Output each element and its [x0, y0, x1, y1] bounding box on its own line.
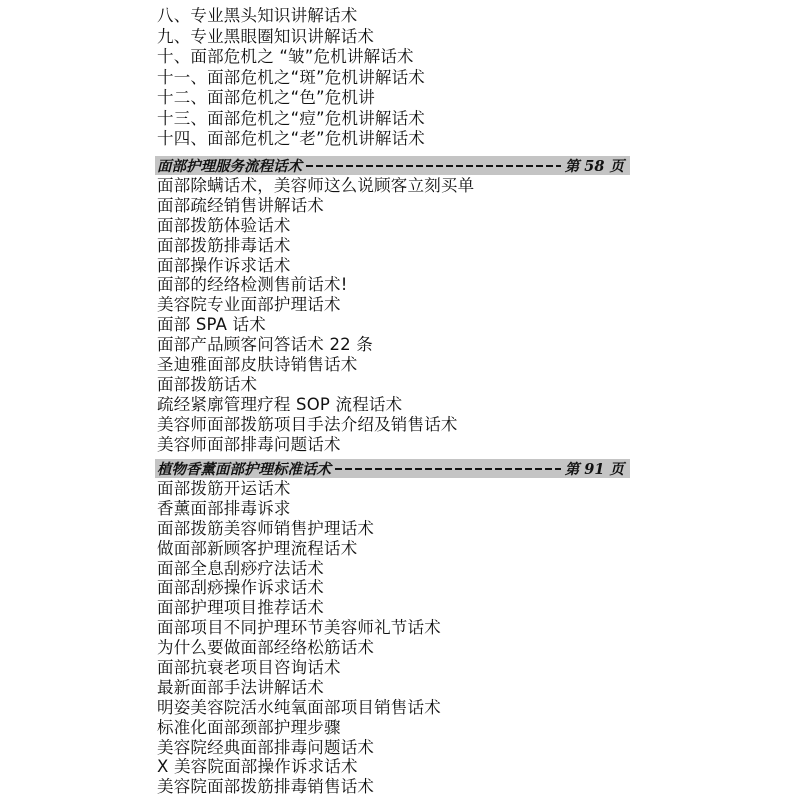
list-item: 面部疏经销售讲解话术	[157, 195, 324, 215]
sub-item: 十、面部危机之 “皱”危机讲解话术	[157, 47, 414, 66]
section-header	[155, 459, 630, 478]
list-item: 疏经紧廓管理疗程 SOP 流程话术	[157, 394, 403, 414]
section-title: 植物香薰面部护理标准话术	[157, 461, 331, 478]
section-facial-care-service	[155, 156, 630, 454]
section-item-list	[155, 175, 630, 454]
list-item: 面部操作诉求话术	[157, 255, 291, 275]
list-item: 香薰面部排毒诉求	[157, 498, 291, 518]
sub-item: 十四、面部危机之“老”危机讲解话术	[157, 129, 425, 148]
list-item: 面部的经络检测售前话术!	[157, 275, 348, 295]
list-item: 美容院面部拨筋排毒销售话术	[157, 777, 375, 797]
list-item: 面部拨筋开运话术	[157, 479, 291, 498]
list-item: 美容师面部拨筋项目手法介绍及销售话术	[157, 414, 458, 434]
leader-dashes	[306, 165, 561, 167]
list-item: 面部刮痧操作诉求话术	[157, 578, 324, 598]
list-item: 圣迪雅面部皮肤诗销售话术	[157, 355, 358, 375]
sub-item: 九、专业黑眼圈知识讲解话术	[157, 26, 375, 46]
section-item-list	[155, 478, 630, 797]
sub-item: 十三、面部危机之“痘”危机讲解话术	[157, 108, 425, 128]
list-item: 面部除螨话术，美容师这么说顾客立刻买单	[157, 176, 475, 195]
list-item: 面部项目不同护理环节美容师礼节话术	[157, 618, 441, 638]
list-item: 面部抗衰老项目咨询话术	[157, 658, 341, 678]
list-item: 面部护理项目推荐话术	[157, 598, 324, 618]
list-item: 明姿美容院活水纯氧面部项目销售话术	[157, 697, 441, 717]
list-item: X 美容院面部操作诉求话术	[157, 757, 358, 777]
list-item: 面部拨筋美容师销售护理话术	[157, 518, 375, 538]
sub-item: 十一、面部危机之“斑”危机讲解话术	[157, 67, 425, 87]
list-item: 标准化面部颈部护理步骤	[157, 717, 341, 737]
list-item: 美容师面部排毒问题话术	[157, 434, 341, 454]
sub-item-list	[157, 6, 617, 150]
sub-item: 八、专业黑头知识讲解话术	[157, 6, 358, 25]
list-item: 美容院经典面部排毒问题话术	[157, 737, 375, 757]
list-item: 面部全息刮痧疗法话术	[157, 558, 324, 578]
list-item: 美容院专业面部护理话术	[157, 295, 341, 315]
leader-dashes	[335, 468, 561, 470]
list-item: 为什么要做面部经络松筋话术	[157, 638, 375, 658]
section-page-number: 第 58 页	[564, 158, 624, 175]
list-item: 面部拨筋体验话术	[157, 215, 291, 235]
list-item: 面部拨筋话术	[157, 374, 258, 394]
sub-item: 十二、面部危机之“色”危机讲	[157, 88, 375, 107]
section-header	[155, 156, 630, 175]
list-item: 面部产品顾客问答话术 22 条	[157, 335, 373, 355]
section-plant-aroma-care	[155, 459, 630, 797]
list-item: 做面部新顾客护理流程话术	[157, 538, 358, 558]
section-title: 面部护理服务流程话术	[157, 158, 302, 175]
list-item: 面部 SPA 话术	[157, 315, 266, 335]
list-item: 最新面部手法讲解话术	[157, 677, 324, 697]
list-item: 面部拨筋排毒话术	[157, 235, 291, 255]
section-page-number: 第 91 页	[564, 461, 624, 478]
